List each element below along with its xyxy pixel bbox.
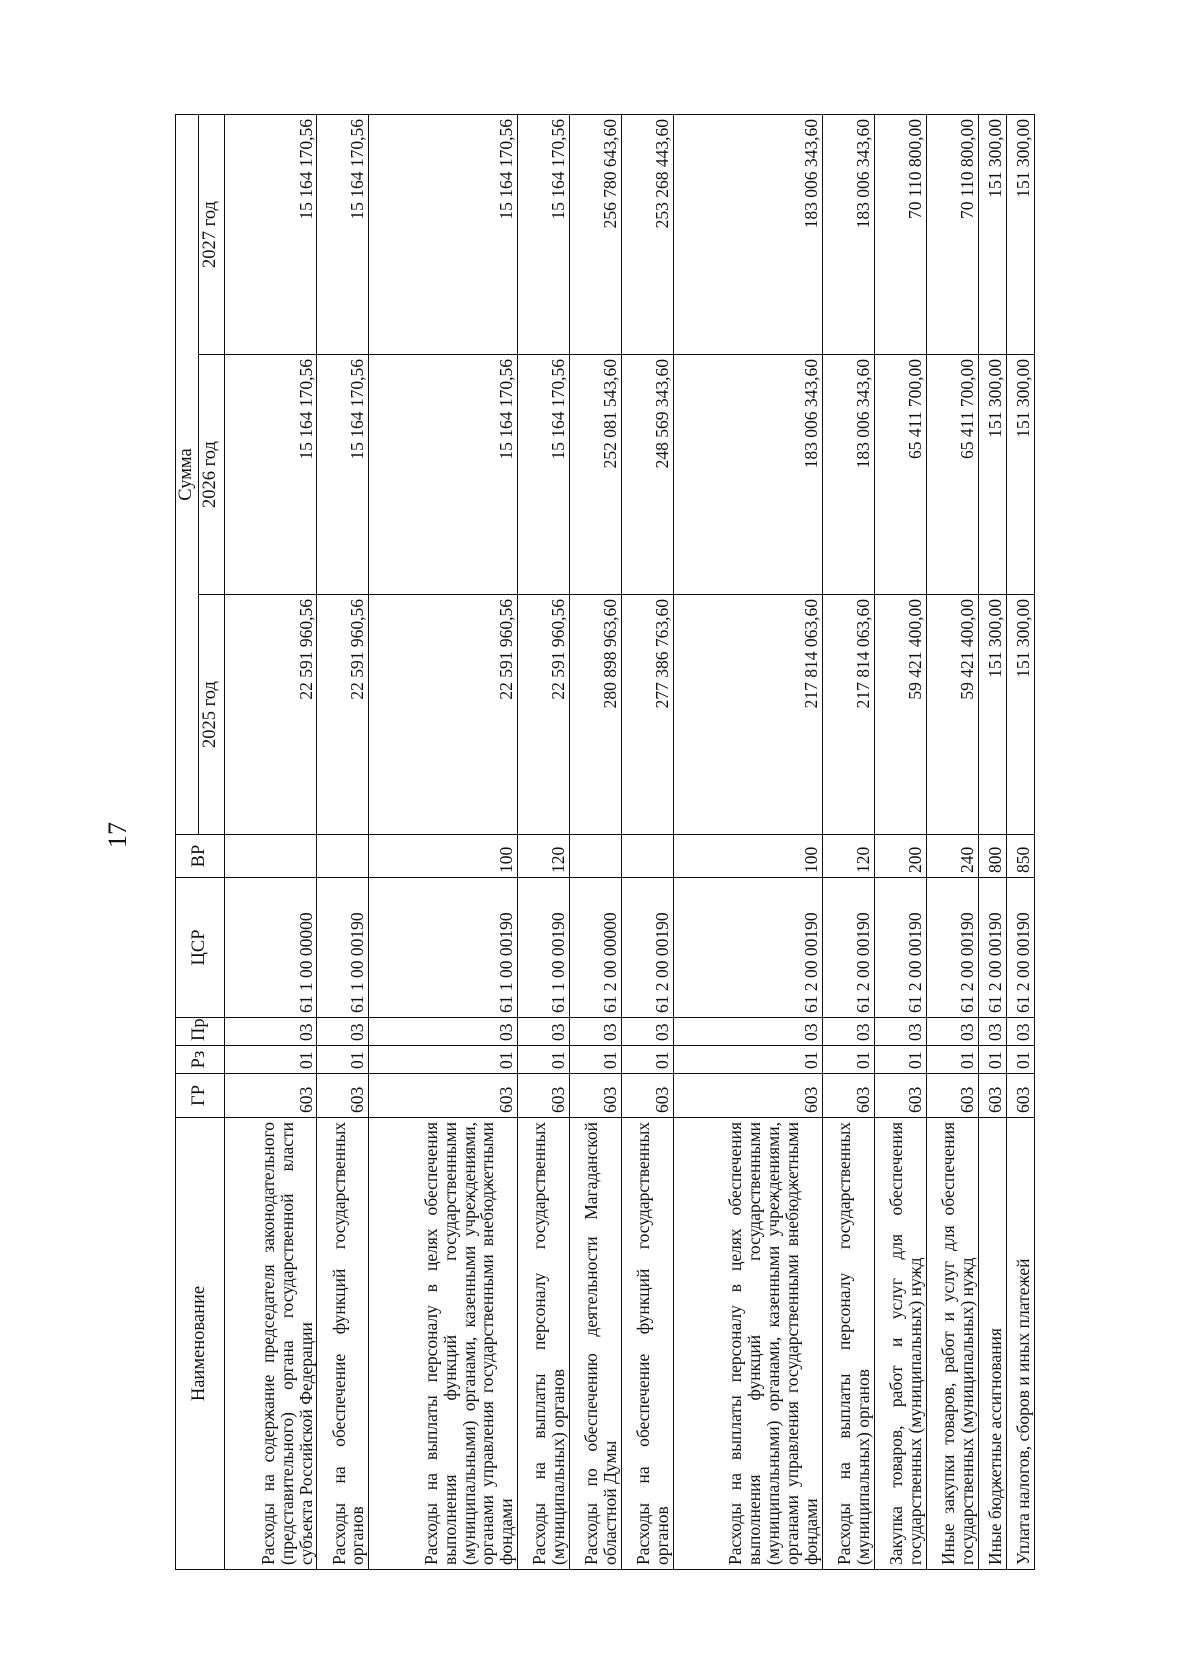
cell-vr: 120 (822, 835, 874, 878)
cell-vr: 800 (978, 835, 1006, 878)
cell-rz: 01 (1006, 1046, 1034, 1074)
header-rz: Рз (176, 1046, 225, 1074)
cell-gr: 603 (822, 1074, 874, 1118)
table-row (822, 114, 874, 1569)
cell-csr: 61 2 00 00190 (822, 878, 874, 1018)
cell-2025: 59 421 400,00 (926, 595, 978, 835)
cell-gr: 603 (874, 1074, 926, 1118)
cell-name: Расходы на выплаты персоналу в целях обеспечения выполнения функций государственными (муниципальными) органами, казенными учреждениями, органами управления государственными внебюджетными фондами (673, 1118, 822, 1570)
cell-name: Уплата налогов, сборов и иных платежей (1006, 1118, 1034, 1570)
cell-gr: 603 (317, 1074, 369, 1118)
cell-csr: 61 2 00 00000 (570, 878, 622, 1018)
cell-2027: 253 268 443,60 (622, 114, 674, 354)
cell-csr: 61 1 00 00190 (317, 878, 369, 1018)
cell-2026: 15 164 170,56 (224, 355, 317, 595)
header-csr: ЦСР (176, 878, 225, 1018)
cell-2027: 256 780 643,60 (570, 114, 622, 354)
cell-2027: 183 006 343,60 (673, 114, 822, 354)
table-row (978, 114, 1006, 1569)
cell-csr: 61 1 00 00190 (369, 878, 518, 1018)
header-vr: ВР (176, 835, 225, 878)
cell-pr: 03 (673, 1018, 822, 1046)
cell-rz: 01 (570, 1046, 622, 1074)
cell-2027: 70 110 800,00 (926, 114, 978, 354)
cell-name: Расходы на содержание председателя законодательного (представительного) органа государственной власти субъекта Российской Федерации (224, 1118, 317, 1570)
cell-pr: 03 (1006, 1018, 1034, 1046)
cell-gr: 603 (570, 1074, 622, 1118)
cell-name: Расходы по обеспечению деятельности Магаданской областной Думы (570, 1118, 622, 1570)
cell-csr: 61 1 00 00190 (518, 878, 570, 1018)
cell-vr: 120 (518, 835, 570, 878)
cell-pr: 03 (822, 1018, 874, 1046)
cell-2026: 15 164 170,56 (369, 355, 518, 595)
header-pr: Пр (176, 1018, 225, 1046)
cell-name: Расходы на обеспечение функций государственных органов (622, 1118, 674, 1570)
cell-2027: 183 006 343,60 (822, 114, 874, 354)
cell-2025: 280 898 963,60 (570, 595, 622, 835)
cell-2025: 22 591 960,56 (224, 595, 317, 835)
cell-rz: 01 (317, 1046, 369, 1074)
cell-pr: 03 (570, 1018, 622, 1046)
cell-gr: 603 (518, 1074, 570, 1118)
cell-2025: 59 421 400,00 (874, 595, 926, 835)
header-2025: 2025 год (198, 595, 224, 835)
cell-rz: 01 (673, 1046, 822, 1074)
cell-vr (224, 835, 317, 878)
cell-pr: 03 (317, 1018, 369, 1046)
table-row (369, 114, 518, 1569)
cell-2026: 183 006 343,60 (822, 355, 874, 595)
cell-name: Иные закупки товаров, работ и услуг для обеспечения государственных (муниципальных) нужд (926, 1118, 978, 1570)
table-row (224, 114, 317, 1569)
cell-vr: 100 (369, 835, 518, 878)
cell-vr (570, 835, 622, 878)
cell-2027: 70 110 800,00 (874, 114, 926, 354)
table-row (1006, 114, 1034, 1569)
cell-pr: 03 (874, 1018, 926, 1046)
cell-2025: 217 814 063,60 (673, 595, 822, 835)
cell-2025: 217 814 063,60 (822, 595, 874, 835)
cell-2025: 151 300,00 (1006, 595, 1034, 835)
cell-name: Расходы на выплаты персоналу государственных (муниципальных) органов (822, 1118, 874, 1570)
cell-2026: 15 164 170,56 (317, 355, 369, 595)
cell-csr: 61 2 00 00190 (1006, 878, 1034, 1018)
cell-2026: 65 411 700,00 (926, 355, 978, 595)
cell-gr: 603 (369, 1074, 518, 1118)
cell-rz: 01 (622, 1046, 674, 1074)
page-number: 17 (103, 822, 132, 848)
cell-2026: 15 164 170,56 (518, 355, 570, 595)
cell-2025: 22 591 960,56 (518, 595, 570, 835)
cell-2025: 22 591 960,56 (317, 595, 369, 835)
cell-csr: 61 1 00 00000 (224, 878, 317, 1018)
cell-csr: 61 2 00 00190 (673, 878, 822, 1018)
cell-2027: 15 164 170,56 (317, 114, 369, 354)
cell-2025: 277 386 763,60 (622, 595, 674, 835)
cell-rz: 01 (369, 1046, 518, 1074)
cell-2026: 151 300,00 (978, 355, 1006, 595)
table-row (317, 114, 369, 1569)
table-row (673, 114, 822, 1569)
cell-pr: 03 (926, 1018, 978, 1046)
cell-2026: 252 081 543,60 (570, 355, 622, 595)
table-row (874, 114, 926, 1569)
cell-gr: 603 (622, 1074, 674, 1118)
rotated-table-wrapper (175, 115, 1035, 1570)
cell-name: Иные бюджетные ассигнования (978, 1118, 1006, 1570)
cell-gr: 603 (1006, 1074, 1034, 1118)
cell-csr: 61 2 00 00190 (978, 878, 1006, 1018)
cell-csr: 61 2 00 00190 (926, 878, 978, 1018)
cell-pr: 03 (622, 1018, 674, 1046)
cell-rz: 01 (926, 1046, 978, 1074)
table-body (224, 114, 1034, 1569)
cell-rz: 01 (518, 1046, 570, 1074)
cell-2026: 248 569 343,60 (622, 355, 674, 595)
cell-vr: 240 (926, 835, 978, 878)
cell-2026: 151 300,00 (1006, 355, 1034, 595)
cell-gr: 603 (673, 1074, 822, 1118)
cell-2027: 15 164 170,56 (369, 114, 518, 354)
cell-pr: 03 (518, 1018, 570, 1046)
cell-2027: 15 164 170,56 (518, 114, 570, 354)
cell-rz: 01 (978, 1046, 1006, 1074)
table-row (518, 114, 570, 1569)
budget-table (175, 114, 1035, 1570)
header-2027: 2027 год (198, 114, 224, 354)
cell-2027: 15 164 170,56 (224, 114, 317, 354)
cell-pr: 03 (978, 1018, 1006, 1046)
cell-vr: 100 (673, 835, 822, 878)
cell-vr: 200 (874, 835, 926, 878)
table-header (176, 114, 225, 1569)
cell-csr: 61 2 00 00190 (622, 878, 674, 1018)
cell-name: Расходы на обеспечение функций государственных органов (317, 1118, 369, 1570)
header-name: Наименование (176, 1118, 225, 1570)
cell-gr: 603 (926, 1074, 978, 1118)
cell-vr: 850 (1006, 835, 1034, 878)
cell-rz: 01 (874, 1046, 926, 1074)
cell-name: Расходы на выплаты персоналу государственных (муниципальных) органов (518, 1118, 570, 1570)
table-row (622, 114, 674, 1569)
cell-name: Расходы на выплаты персоналу в целях обеспечения выполнения функций государственными (муниципальными) органами, казенными учреждениями, органами управления государственными внебюджетными фондами (369, 1118, 518, 1570)
cell-2026: 65 411 700,00 (874, 355, 926, 595)
cell-rz: 01 (822, 1046, 874, 1074)
table-row (926, 114, 978, 1569)
cell-pr: 03 (369, 1018, 518, 1046)
cell-2026: 183 006 343,60 (673, 355, 822, 595)
cell-csr: 61 2 00 00190 (874, 878, 926, 1018)
cell-vr (622, 835, 674, 878)
table-row (570, 114, 622, 1569)
cell-vr (317, 835, 369, 878)
cell-2025: 22 591 960,56 (369, 595, 518, 835)
header-gr: ГР (176, 1074, 225, 1118)
cell-2027: 151 300,00 (978, 114, 1006, 354)
cell-2027: 151 300,00 (1006, 114, 1034, 354)
cell-gr: 603 (224, 1074, 317, 1118)
header-2026: 2026 год (198, 355, 224, 595)
header-sum: Сумма (176, 114, 199, 834)
cell-rz: 01 (224, 1046, 317, 1074)
cell-2025: 151 300,00 (978, 595, 1006, 835)
cell-name: Закупка товаров, работ и услуг для обеспечения государственных (муниципальных) нужд (874, 1118, 926, 1570)
cell-pr: 03 (224, 1018, 317, 1046)
cell-gr: 603 (978, 1074, 1006, 1118)
